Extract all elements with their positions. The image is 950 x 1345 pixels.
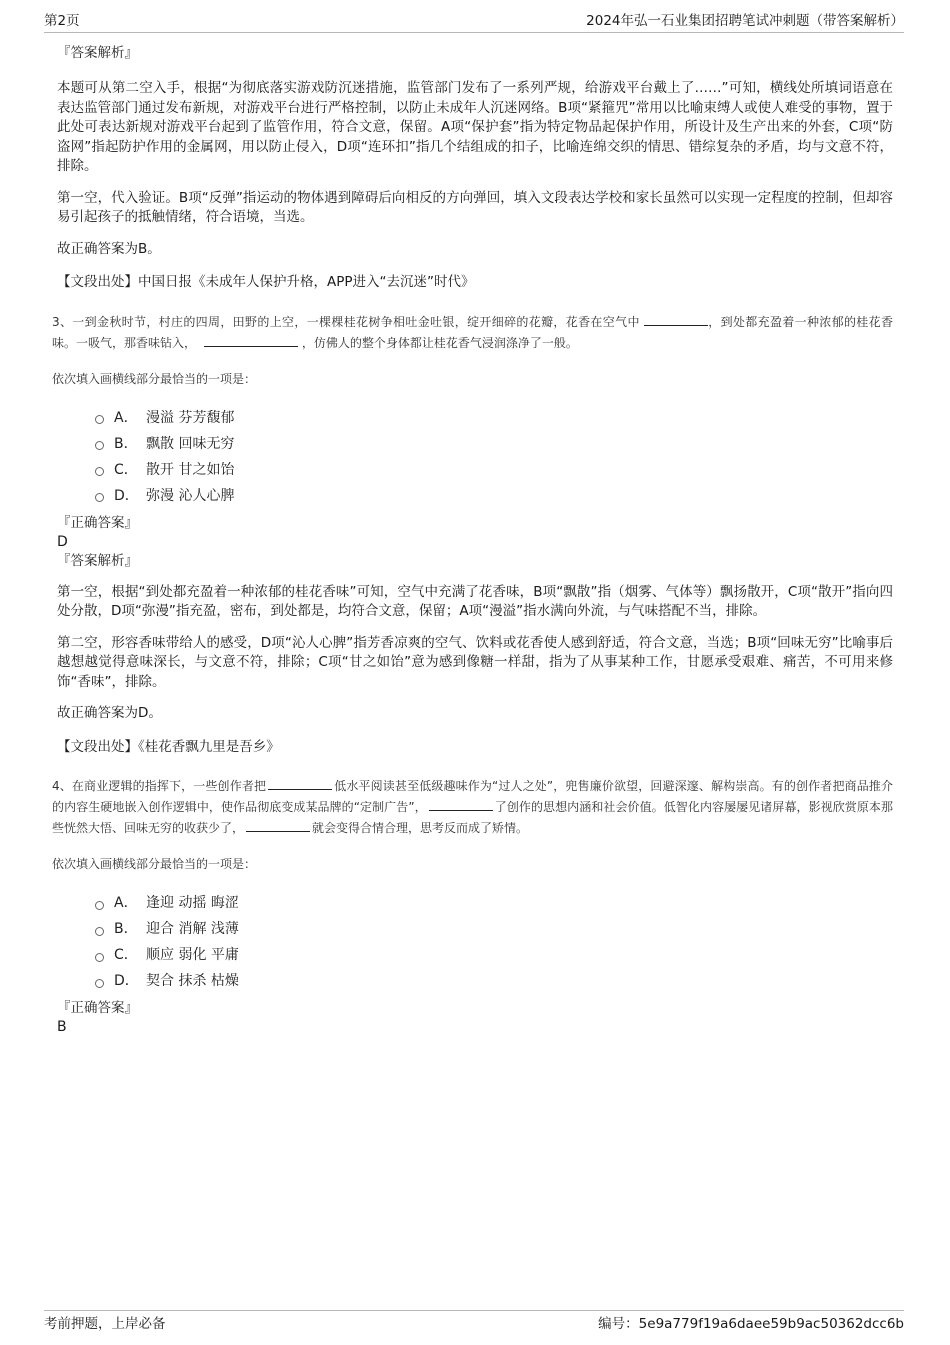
- question-prompt: 依次填入画横线部分最恰当的一项是：: [52, 371, 257, 386]
- option-d[interactable]: D． 弥漫 沁人心脾: [95, 482, 893, 508]
- fill-blank: [204, 335, 298, 347]
- question-3: [52, 312, 893, 354]
- option-b[interactable]: B． 迎合 消解 浅薄: [95, 915, 893, 941]
- analysis-label: 『答案解析』: [57, 552, 138, 569]
- analysis-paragraph: 第一空，根据“到处都充盈着一种浓郁的桂花香味”可知，空气中充满了花香味，B项“飘散”指（烟雾、气体等）飘扬散开，C项“散开”指向四处分散，D项“弥漫”指充盈，密布，到处都是，均符合文意，保留；A项“漫溢”指水满向外流，与气味搭配不当，排除。: [57, 583, 893, 619]
- footer-slogan: 考前押题，上岸必备: [44, 1316, 166, 1332]
- fill-blank: [644, 314, 708, 326]
- document-title: 2024年弘一石业集团招聘笔试冲刺题（带答案解析）: [586, 13, 904, 29]
- fill-blank: [268, 778, 332, 790]
- fill-blank: [429, 799, 493, 811]
- option-list: [95, 889, 893, 993]
- option-b[interactable]: B． 飘散 回味无穷: [95, 430, 893, 456]
- question-text: 就会变得合情合理，思考反而成了矫情。: [312, 821, 529, 835]
- passage-source: 【文段出处】中国日报《未成年人保护升格，APP进入“去沉迷”时代》: [57, 274, 475, 290]
- radio-button[interactable]: [95, 493, 104, 502]
- question-4: [52, 776, 893, 839]
- page-footer: [44, 1310, 904, 1333]
- analysis-paragraph: 第二空，形容香味带给人的感受，D项“沁人心脾”指芳香凉爽的空气、饮料或花香使人感到舒适，符合文意，当选；B项“回味无穷”比喻事后越想越觉得意味深长，与文意不符，排除；C项“甘之如饴”意为感到像糖一样甜，指为了从事某种工作，甘愿承受艰难、痛苦，不可用来修饰“香味”，排除。: [57, 634, 893, 690]
- analysis-conclusion: 故正确答案为B。: [57, 240, 161, 257]
- fill-blank: [246, 820, 310, 832]
- page-header: [44, 10, 904, 33]
- radio-button[interactable]: [95, 467, 104, 476]
- radio-button[interactable]: [95, 441, 104, 450]
- option-a[interactable]: A． 漫溢 芬芳馥郁: [95, 404, 893, 430]
- question-text: ，仿佛人的整个身体都让桂花香气浸润涤净了一般。: [301, 335, 578, 350]
- analysis-label: 『答案解析』: [57, 45, 138, 61]
- radio-button[interactable]: [95, 927, 104, 936]
- radio-button[interactable]: [95, 415, 104, 424]
- question-prompt: 依次填入画横线部分最恰当的一项是：: [52, 857, 257, 871]
- analysis-paragraph: 第一空，代入验证。B项“反弹”指运动的物体遇到障碍后向相反的方向弹回，填入文段表达学校和家长虽然可以实现一定程度的控制，但却容易引起孩子的抵触情绪，符合语境，当选。: [57, 189, 893, 225]
- option-list: [95, 404, 893, 508]
- analysis-conclusion: 故正确答案为D。: [57, 705, 162, 721]
- option-d[interactable]: D． 契合 抹杀 枯燥: [95, 967, 893, 993]
- question-text: 低水平阅读甚至低级趣味作为“过人之处”，兜售廉价欲望，回避深邃、解构崇高。有的创作者把商品推介的内容生硬地嵌入创作逻辑中，使作品彻底变成某品牌的“定制广告”，: [52, 779, 893, 814]
- document-code-value: 5e9a779f19a6daee59b9ac50362dcc6b: [638, 1316, 904, 1332]
- passage-source: 【文段出处】《桂花香飘九里是吾乡》: [57, 738, 280, 755]
- page-number: 第2页: [44, 13, 80, 29]
- correct-answer-label: 『正确答案』: [57, 1000, 138, 1016]
- question-text: 4、在商业逻辑的指挥下，一些创作者把: [52, 779, 267, 793]
- question-text: 3、一到金秋时节，村庄的四周，田野的上空，一棵棵桂花树争相吐金吐银，绽开细碎的花瓣，花香在空气中: [52, 314, 640, 329]
- document-code: [598, 1313, 904, 1335]
- question-text: 了创作的思想内涵和社会价值。低智化内容屡屡见诸屏幕，影视欣赏原本那些恍然大悟、回味无穷的收获少了，: [52, 800, 893, 835]
- option-c[interactable]: C． 散开 甘之如饴: [95, 456, 893, 482]
- option-c[interactable]: C． 顺应 弱化 平庸: [95, 941, 893, 967]
- question-text: ，到处都充盈着一种浓郁的桂花香味。一吸气，那香味钻入，: [52, 314, 893, 350]
- analysis-paragraph: 本题可从第二空入手，根据“为彻底落实游戏防沉迷措施，监管部门发布了一系列严规，给游戏平台戴上了……”可知，横线处所填词语意在表达监管部门通过发布新规，对游戏平台进行严格控制，以防止未成年人沉迷网络。B项“紧箍咒”常用以比喻束缚人或使人难受的事物，置于此处可表达新规对游戏平台起到了监管作用，符合文意，保留。A项“保护套”指为特定物品起保护作用，所设计及生产出来的外套，C项“防盗网”指起防护作用的金属网，用以防止侵入，D项“连环扣”指几个结组成的扣子，比喻连绵交织的情思、错综复杂的矛盾，均与文意不符，排除。: [57, 80, 893, 174]
- option-a[interactable]: A． 逢迎 动摇 晦涩: [95, 889, 893, 915]
- radio-button[interactable]: [95, 953, 104, 962]
- correct-answer-label: 『正确答案』: [57, 514, 138, 531]
- correct-answer: D: [57, 533, 68, 550]
- correct-answer: B: [57, 1019, 67, 1035]
- radio-button[interactable]: [95, 979, 104, 988]
- document-body: [52, 44, 893, 1037]
- document-code-label: 编号：: [598, 1316, 639, 1332]
- radio-button[interactable]: [95, 901, 104, 910]
